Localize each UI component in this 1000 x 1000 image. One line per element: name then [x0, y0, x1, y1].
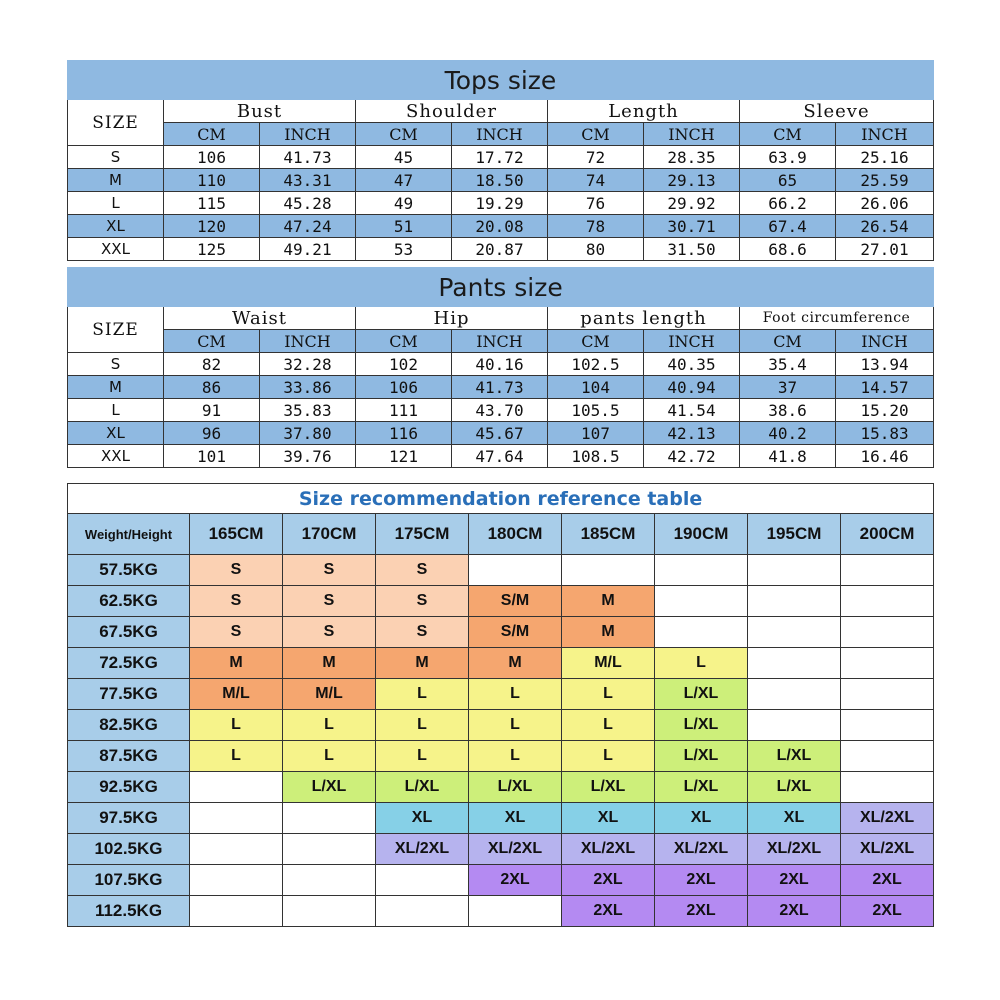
weight-row [68, 679, 934, 710]
tops-row [68, 169, 934, 192]
measure-cell: 47.64 [452, 445, 548, 468]
recommended-size-cell [841, 648, 934, 679]
recommended-size-cell [655, 617, 748, 648]
height-header-row [68, 514, 934, 555]
measure-cell: 15.20 [836, 399, 934, 422]
recommended-size-cell: L/XL [655, 772, 748, 803]
recommended-size-cell: L/XL [469, 772, 562, 803]
recommended-size-cell [190, 834, 283, 865]
weight-row [68, 586, 934, 617]
recommended-size-cell: L/XL [748, 772, 841, 803]
measure-cell: 38.6 [740, 399, 836, 422]
recommended-size-cell [283, 834, 376, 865]
weight-row [68, 710, 934, 741]
measure-cell: 49 [356, 192, 452, 215]
recommended-size-cell [748, 648, 841, 679]
measure-cell: 17.72 [452, 146, 548, 169]
recommended-size-cell: L [562, 710, 655, 741]
size-label: M [68, 169, 164, 192]
measure-cell: 40.16 [452, 353, 548, 376]
measure-cell: 65 [740, 169, 836, 192]
measure-cell: 16.46 [836, 445, 934, 468]
pants-row [68, 376, 934, 399]
measure-cell: 121 [356, 445, 452, 468]
recommended-size-cell [748, 617, 841, 648]
recommended-size-cell: L [469, 741, 562, 772]
measure-cell: 76 [548, 192, 644, 215]
measure-cell: 47 [356, 169, 452, 192]
recommended-size-cell: S [283, 586, 376, 617]
unit-cm: CM [740, 123, 836, 146]
measure-cell: 40.2 [740, 422, 836, 445]
measure-cell: 27.01 [836, 238, 934, 261]
recommended-size-cell: 2XL [562, 896, 655, 927]
recommended-size-cell: L/XL [283, 772, 376, 803]
recommended-size-cell: XL/2XL [469, 834, 562, 865]
measure-cell: 49.21 [260, 238, 356, 261]
recommended-size-cell: L/XL [562, 772, 655, 803]
recommended-size-cell [841, 679, 934, 710]
measure-cell: 41.54 [644, 399, 740, 422]
height-header: 180CM [469, 514, 562, 555]
recommended-size-cell: S [376, 555, 469, 586]
recommended-size-cell: XL/2XL [376, 834, 469, 865]
size-recommendation-table [67, 483, 934, 927]
weight-label: 102.5KG [68, 834, 190, 865]
measure-cell: 14.57 [836, 376, 934, 399]
measure-cell: 20.87 [452, 238, 548, 261]
recommended-size-cell [283, 803, 376, 834]
measure-cell: 43.31 [260, 169, 356, 192]
pants-group-hip: Hip [356, 307, 548, 330]
recommended-size-cell: M/L [283, 679, 376, 710]
measure-cell: 102.5 [548, 353, 644, 376]
unit-cm: CM [164, 123, 260, 146]
measure-cell: 42.13 [644, 422, 740, 445]
size-label: XL [68, 422, 164, 445]
measure-cell: 91 [164, 399, 260, 422]
weight-row [68, 803, 934, 834]
recommended-size-cell: M [283, 648, 376, 679]
recommended-size-cell: S [190, 555, 283, 586]
measure-cell: 40.35 [644, 353, 740, 376]
recommended-size-cell: 2XL [841, 865, 934, 896]
measure-cell: 105.5 [548, 399, 644, 422]
measure-cell: 116 [356, 422, 452, 445]
measure-cell: 35.83 [260, 399, 356, 422]
tops-group-shoulder: Shoulder [356, 100, 548, 123]
unit-cm: CM [548, 330, 644, 353]
measure-cell: 115 [164, 192, 260, 215]
measure-cell: 102 [356, 353, 452, 376]
recommended-size-cell: L [283, 741, 376, 772]
measure-cell: 45.67 [452, 422, 548, 445]
recommended-size-cell: L [376, 679, 469, 710]
unit-cm: CM [356, 330, 452, 353]
measure-cell: 37.80 [260, 422, 356, 445]
measure-cell: 125 [164, 238, 260, 261]
recommended-size-cell: S [190, 586, 283, 617]
recommended-size-cell: 2XL [655, 896, 748, 927]
tops-row [68, 192, 934, 215]
recommended-size-cell: L/XL [655, 679, 748, 710]
tops-size-header: SIZE [68, 100, 164, 146]
measure-cell: 18.50 [452, 169, 548, 192]
weight-label: 77.5KG [68, 679, 190, 710]
measure-cell: 111 [356, 399, 452, 422]
recommended-size-cell [190, 865, 283, 896]
measure-cell: 96 [164, 422, 260, 445]
recommended-size-cell [748, 586, 841, 617]
recommended-size-cell: L [562, 741, 655, 772]
recommended-size-cell: L [190, 710, 283, 741]
recommended-size-cell: M [376, 648, 469, 679]
size-label: XXL [68, 238, 164, 261]
measure-cell: 101 [164, 445, 260, 468]
recommended-size-cell: 2XL [748, 896, 841, 927]
recommended-size-cell [469, 555, 562, 586]
pants-group-waist: Waist [164, 307, 356, 330]
unit-inch: INCH [452, 330, 548, 353]
tops-row [68, 215, 934, 238]
measure-cell: 108.5 [548, 445, 644, 468]
measure-cell: 40.94 [644, 376, 740, 399]
measure-cell: 37 [740, 376, 836, 399]
measure-cell: 51 [356, 215, 452, 238]
recommended-size-cell [841, 617, 934, 648]
measure-cell: 20.08 [452, 215, 548, 238]
measure-cell: 45 [356, 146, 452, 169]
size-label: S [68, 353, 164, 376]
weight-label: 87.5KG [68, 741, 190, 772]
unit-inch: INCH [644, 123, 740, 146]
recommended-size-cell: 2XL [748, 865, 841, 896]
tops-group-length: Length [548, 100, 740, 123]
measure-cell: 39.76 [260, 445, 356, 468]
recommended-size-cell: S/M [469, 586, 562, 617]
size-label: L [68, 399, 164, 422]
recommended-size-cell: XL [469, 803, 562, 834]
recommended-size-cell: M/L [190, 679, 283, 710]
weight-row [68, 617, 934, 648]
measure-cell: 72 [548, 146, 644, 169]
measure-cell: 32.28 [260, 353, 356, 376]
pants-row [68, 422, 934, 445]
weight-label: 82.5KG [68, 710, 190, 741]
measure-cell: 47.24 [260, 215, 356, 238]
measure-cell: 25.59 [836, 169, 934, 192]
pants-row [68, 353, 934, 376]
tops-group-sleeve: Sleeve [740, 100, 934, 123]
recommended-size-cell: M/L [562, 648, 655, 679]
measure-cell: 110 [164, 169, 260, 192]
height-header: 195CM [748, 514, 841, 555]
weight-row [68, 834, 934, 865]
unit-cm: CM [740, 330, 836, 353]
recommended-size-cell: S/M [469, 617, 562, 648]
recommended-size-cell: XL/2XL [841, 834, 934, 865]
tops-group-bust: Bust [164, 100, 356, 123]
recommended-size-cell: XL [748, 803, 841, 834]
measure-cell: 86 [164, 376, 260, 399]
measure-cell: 120 [164, 215, 260, 238]
recommendation-body [68, 555, 934, 927]
measure-cell: 19.29 [452, 192, 548, 215]
recommended-size-cell [655, 586, 748, 617]
weight-row [68, 896, 934, 927]
measure-cell: 74 [548, 169, 644, 192]
pants-body [68, 353, 934, 468]
recommended-size-cell: L [376, 710, 469, 741]
measure-cell: 31.50 [644, 238, 740, 261]
weight-label: 112.5KG [68, 896, 190, 927]
size-label: M [68, 376, 164, 399]
recommended-size-cell [841, 772, 934, 803]
tops-size-table [67, 60, 934, 261]
measure-cell: 67.4 [740, 215, 836, 238]
recommended-size-cell [655, 555, 748, 586]
size-label: XXL [68, 445, 164, 468]
measure-cell: 15.83 [836, 422, 934, 445]
recommended-size-cell [748, 555, 841, 586]
weight-row [68, 555, 934, 586]
height-header: 200CM [841, 514, 934, 555]
recommended-size-cell: XL/2XL [748, 834, 841, 865]
recommended-size-cell: 2XL [562, 865, 655, 896]
measure-cell: 41.73 [260, 146, 356, 169]
recommended-size-cell: M [469, 648, 562, 679]
pants-row [68, 445, 934, 468]
weight-label: 107.5KG [68, 865, 190, 896]
weight-row [68, 772, 934, 803]
weight-label: 72.5KG [68, 648, 190, 679]
unit-cm: CM [164, 330, 260, 353]
pants-row [68, 399, 934, 422]
measure-cell: 107 [548, 422, 644, 445]
recommended-size-cell [283, 865, 376, 896]
measure-cell: 80 [548, 238, 644, 261]
measure-cell: 78 [548, 215, 644, 238]
recommended-size-cell: XL/2XL [655, 834, 748, 865]
pants-group-foot: Foot circumference [740, 307, 934, 330]
measure-cell: 106 [356, 376, 452, 399]
unit-inch: INCH [260, 330, 356, 353]
recommended-size-cell [376, 865, 469, 896]
weight-row [68, 648, 934, 679]
measure-cell: 29.92 [644, 192, 740, 215]
recommended-size-cell [190, 803, 283, 834]
recommended-size-cell: XL [655, 803, 748, 834]
recommended-size-cell: 2XL [469, 865, 562, 896]
measure-cell: 25.16 [836, 146, 934, 169]
pants-size-table [67, 267, 934, 468]
recommended-size-cell: S [283, 617, 376, 648]
weight-label: 57.5KG [68, 555, 190, 586]
recommended-size-cell: L/XL [655, 741, 748, 772]
tops-row [68, 146, 934, 169]
unit-inch: INCH [260, 123, 356, 146]
recommended-size-cell: M [562, 586, 655, 617]
pants-group-length: pants length [548, 307, 740, 330]
unit-inch: INCH [452, 123, 548, 146]
recommended-size-cell: L/XL [748, 741, 841, 772]
measure-cell: 41.8 [740, 445, 836, 468]
recommendation-title: Size recommendation reference table [68, 484, 934, 514]
pants-size-header: SIZE [68, 307, 164, 353]
recommended-size-cell: S [376, 617, 469, 648]
recommended-size-cell: L [283, 710, 376, 741]
recommended-size-cell: S [190, 617, 283, 648]
measure-cell: 29.13 [644, 169, 740, 192]
measure-cell: 63.9 [740, 146, 836, 169]
recommended-size-cell: XL/2XL [841, 803, 934, 834]
tops-body [68, 146, 934, 261]
weight-label: 62.5KG [68, 586, 190, 617]
weight-label: 97.5KG [68, 803, 190, 834]
measure-cell: 106 [164, 146, 260, 169]
height-header: 175CM [376, 514, 469, 555]
measure-cell: 35.4 [740, 353, 836, 376]
measure-cell: 82 [164, 353, 260, 376]
measure-cell: 42.72 [644, 445, 740, 468]
recommended-size-cell: L [655, 648, 748, 679]
recommended-size-cell [376, 896, 469, 927]
recommended-size-cell [841, 555, 934, 586]
recommended-size-cell [841, 586, 934, 617]
measure-cell: 33.86 [260, 376, 356, 399]
recommended-size-cell: L [562, 679, 655, 710]
measure-cell: 43.70 [452, 399, 548, 422]
recommended-size-cell [748, 710, 841, 741]
recommended-size-cell [283, 896, 376, 927]
pants-title: Pants size [68, 268, 934, 307]
recommended-size-cell: XL [376, 803, 469, 834]
recommended-size-cell: L/XL [655, 710, 748, 741]
height-header: 170CM [283, 514, 376, 555]
recommended-size-cell [841, 741, 934, 772]
unit-inch: INCH [836, 123, 934, 146]
recommended-size-cell [748, 679, 841, 710]
recommended-size-cell [469, 896, 562, 927]
recommended-size-cell [841, 710, 934, 741]
recommended-size-cell: L [469, 710, 562, 741]
weight-label: 67.5KG [68, 617, 190, 648]
height-header: 185CM [562, 514, 655, 555]
unit-inch: INCH [836, 330, 934, 353]
recommended-size-cell: XL [562, 803, 655, 834]
tops-title: Tops size [68, 61, 934, 100]
measure-cell: 45.28 [260, 192, 356, 215]
recommended-size-cell: XL/2XL [562, 834, 655, 865]
measure-cell: 26.54 [836, 215, 934, 238]
weight-row [68, 741, 934, 772]
measure-cell: 41.73 [452, 376, 548, 399]
tops-row [68, 238, 934, 261]
recommended-size-cell: M [190, 648, 283, 679]
measure-cell: 30.71 [644, 215, 740, 238]
recommended-size-cell [190, 772, 283, 803]
recommended-size-cell: L [190, 741, 283, 772]
measure-cell: 53 [356, 238, 452, 261]
size-label: S [68, 146, 164, 169]
height-header: 190CM [655, 514, 748, 555]
measure-cell: 28.35 [644, 146, 740, 169]
measure-cell: 104 [548, 376, 644, 399]
measure-cell: 26.06 [836, 192, 934, 215]
recommended-size-cell: S [283, 555, 376, 586]
recommended-size-cell: 2XL [841, 896, 934, 927]
recommended-size-cell: 2XL [655, 865, 748, 896]
size-label: L [68, 192, 164, 215]
height-header: 165CM [190, 514, 283, 555]
measure-cell: 13.94 [836, 353, 934, 376]
unit-cm: CM [356, 123, 452, 146]
recommended-size-cell: L [376, 741, 469, 772]
measure-cell: 68.6 [740, 238, 836, 261]
weight-label: 92.5KG [68, 772, 190, 803]
recommended-size-cell [190, 896, 283, 927]
recommended-size-cell: S [376, 586, 469, 617]
recommended-size-cell: M [562, 617, 655, 648]
measure-cell: 66.2 [740, 192, 836, 215]
unit-cm: CM [548, 123, 644, 146]
recommended-size-cell [562, 555, 655, 586]
size-label: XL [68, 215, 164, 238]
weight-height-corner: Weight/Height [68, 514, 190, 555]
recommended-size-cell: L [469, 679, 562, 710]
weight-row [68, 865, 934, 896]
unit-inch: INCH [644, 330, 740, 353]
recommended-size-cell: L/XL [376, 772, 469, 803]
